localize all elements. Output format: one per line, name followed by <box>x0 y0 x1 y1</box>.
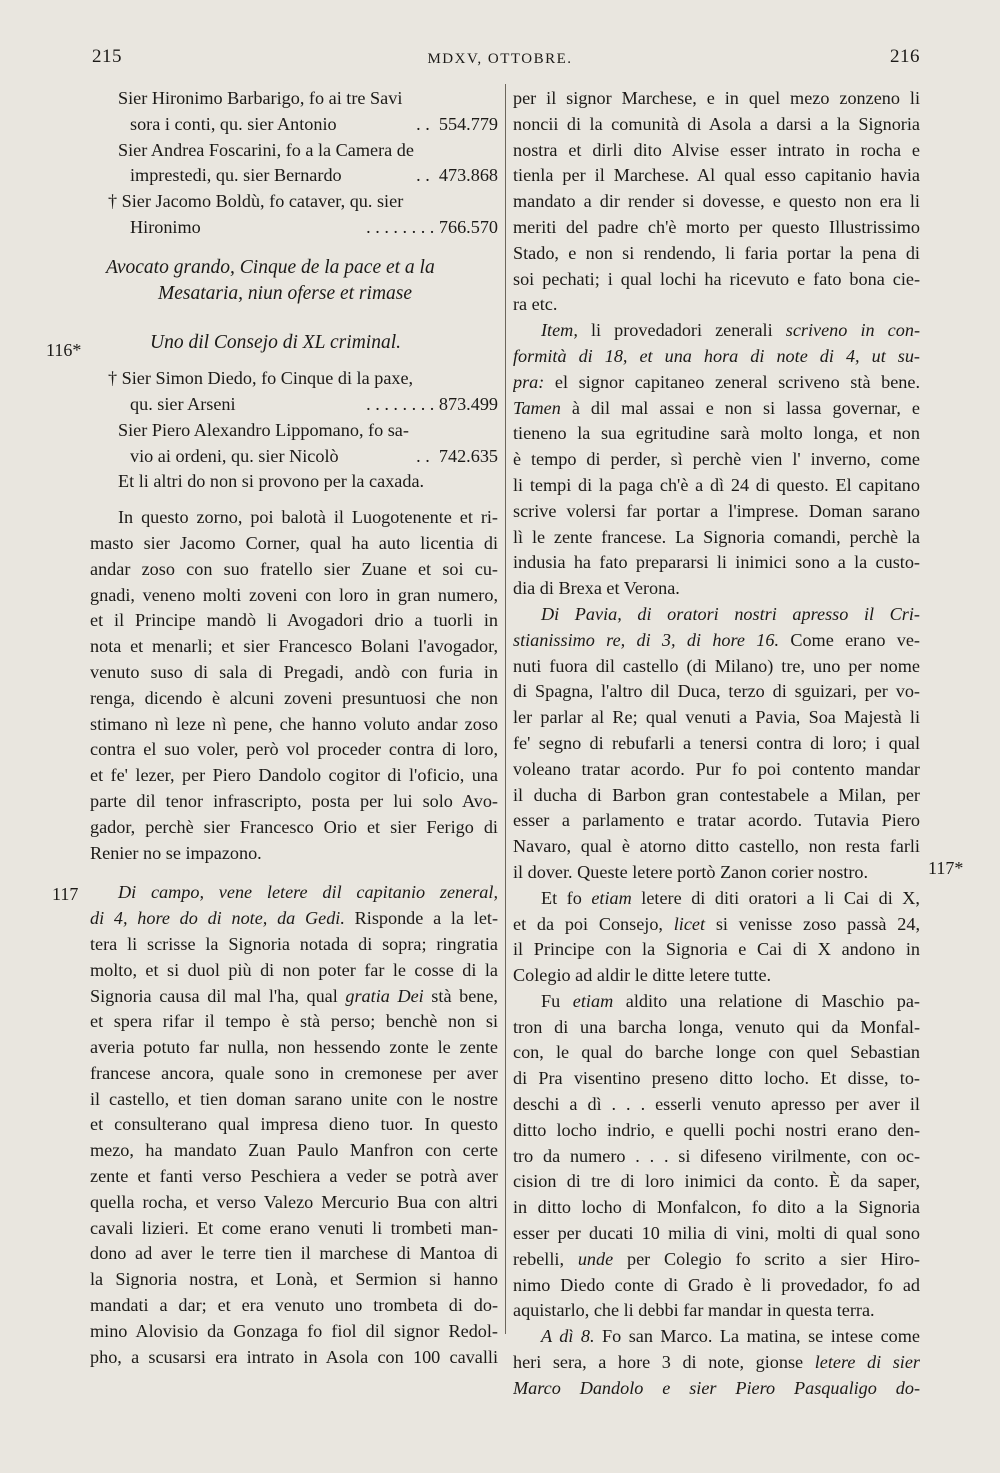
text-line: di Pra visentino preseno ditto locho. Et disse, to- <box>513 1068 920 1089</box>
text-line: formità di 18, et una hora di note di 4, ut su- <box>513 345 920 366</box>
italic-run: A dì 8. <box>541 1326 595 1347</box>
entry-value-wrap <box>416 444 498 470</box>
italic-run: etiam <box>572 990 614 1011</box>
text-line: voleano tratar acordo. Pur fo poi contento mandar <box>513 758 920 779</box>
text-line: dono ad aver le terre tien il marchese di Mantoa di <box>90 1243 498 1264</box>
text-line: Stado, e non si rendendo, li faria portar la pena di <box>513 242 920 263</box>
text-line: il ducha di Barbon gran contestabele a Milan, per <box>513 784 920 805</box>
text-line: Di campo, vene letere dil capitanio zeneral, <box>118 882 498 903</box>
vote-count: 873.499 <box>438 393 498 414</box>
text-line: ra etc. <box>513 294 558 315</box>
text-line: contra el suo voler, però vol proceder contra di loro, <box>90 739 498 760</box>
text-line: Navaro, qual è atorno ditto castello, non resta farli <box>513 836 920 857</box>
leader-dots: . . <box>416 165 430 186</box>
spacer <box>90 356 498 366</box>
text-line: mino Alovisio da Gonzaga fo fiol dil signor Redol- <box>90 1320 498 1341</box>
italic-run: Tamen <box>513 397 561 418</box>
text-line: zente et fanti verso Peschiera a veder se potrà aver <box>90 1166 498 1187</box>
vote-count: 766.570 <box>438 216 498 237</box>
italic-run: di 4, hore do di note, da Gedi. <box>90 908 345 929</box>
text-line: andar zoso con suo fratello sier Zuane et soi cu- <box>90 558 498 579</box>
paragraph-cai <box>513 886 920 989</box>
text-line: parte dil tenor infrascripto, posta per lui solo Avo- <box>90 790 498 811</box>
vote-count: 554.779 <box>438 113 498 134</box>
text-line <box>513 989 920 1015</box>
text-run: Come erano ve- <box>779 629 920 650</box>
list-entry-line <box>90 112 498 138</box>
text-line: cavali lizieri. Et come erano venuti li trombeti man- <box>90 1217 498 1238</box>
text-line <box>90 984 498 1010</box>
section-title: Avocato grando, Cinque de la pace et a la <box>106 256 435 278</box>
italic-run: etiam <box>591 887 632 908</box>
text-line: tienla per il Marchese. Al qual esso capitanio havia <box>513 165 920 186</box>
list-entry-line: † Sier Simon Diedo, fo Cinque di la paxe, <box>108 368 414 389</box>
paragraph-balota <box>90 505 498 866</box>
page-number-left: 215 <box>92 46 122 67</box>
text-line: mandati a dar; et era venuto uno trombeta di do- <box>90 1295 498 1316</box>
text-run: rebelli, <box>513 1248 578 1269</box>
paragraph-item <box>513 318 920 602</box>
text-line: stimano nì leze nì pene, che hanno voluto andar zoso <box>90 713 498 734</box>
text-line: averia potuto far nulla, non hessendo zonte le zente <box>90 1037 498 1058</box>
italic-run: gratia Dei <box>345 985 424 1006</box>
section-title: Uno dil Consejo di XL criminal. <box>150 332 401 354</box>
text-line: fe' segno di rebufarli a tenersi contra di loro; i qual <box>513 732 920 753</box>
text-line: ditto locho indrio, e quelli pochi nostri erano den- <box>513 1119 920 1140</box>
paragraph-campo <box>90 880 498 1370</box>
text-line: è tempo di perder, sì perchè vien l' inverno, come <box>513 449 920 470</box>
text-line: in ditto locho di Monfalcon, fo dito a la Signoria <box>513 1197 920 1218</box>
text-run: stà bene, <box>423 985 498 1006</box>
text-run: per Colegio fo scrito a sier Hiro- <box>613 1248 920 1269</box>
text-line: renga, dicendo è alcuni zoveni presuntuosi che non <box>90 687 498 708</box>
text-line <box>513 886 920 912</box>
margin-note-116: 116* <box>46 340 82 360</box>
text-line: di Spagna, l'altro dil Duca, terzo di sguizari, per vo- <box>513 681 920 702</box>
leader-dots: . . <box>416 113 430 134</box>
text-line: tro da numero . . . si difeseno virilmente, con oc- <box>513 1145 920 1166</box>
text-line: Colegio ad aldir le ditte letere tutte. <box>513 965 772 986</box>
text-run: el signor capitaneo zeneral scriveno stà bene. <box>544 371 920 392</box>
list-entry-line: Sier Hironimo Barbarigo, fo ai tre Savi <box>118 88 403 108</box>
list-entry-line <box>90 163 498 189</box>
text-line: soi pechati; i qual lochi ha ricevuto e fato bona cie- <box>513 268 920 289</box>
text-line: et spera rifar il tempo è stà perso; benchè non si <box>90 1011 498 1032</box>
paragraph-pavia <box>513 602 920 886</box>
italic-run: stianissimo re, di 3, di hore 16. <box>513 629 780 650</box>
entry-value-wrap <box>416 112 498 138</box>
text-line: con, le qual do barche longe con quel Sebastian <box>513 1042 920 1063</box>
margin-note-117b: 117* <box>928 858 964 878</box>
entry-text: sora i conti, qu. sier Antonio <box>130 113 337 134</box>
text-run: heri sera, a hore 3 di note, gionse <box>513 1352 815 1373</box>
list-entry-line: Et li altri do non si provono per la caxada. <box>118 471 425 492</box>
entry-value-wrap <box>366 392 498 418</box>
text-line: esser a parlamento e tratar acordo. Tutavia Piero <box>513 810 920 831</box>
text-line: gador, perchè sier Francesco Orio et sier Ferigo di <box>90 816 498 837</box>
entry-text: vio ai ordeni, qu. sier Nicolò <box>130 445 339 466</box>
text-line: pho, a scusarsi era intrato in Asola con 100 cavalli <box>90 1346 498 1367</box>
italic-run: scriveno in con- <box>785 320 920 341</box>
text-line: noncii di la comunità di Asola a darsi a la Signoria <box>513 113 920 134</box>
text-line: cision di tre di loro inimici da conto. È da saper, <box>513 1171 920 1192</box>
text-line <box>513 396 920 422</box>
text-line <box>513 318 920 344</box>
text-line: nota et menarli; et sier Francesco Bolani l'avogador, <box>90 636 498 657</box>
paragraph-marchese <box>513 86 920 318</box>
leader-dots: . . <box>416 445 430 466</box>
text-line: indusia ha fato prepararsi li inimici sono a la custo- <box>513 552 920 573</box>
text-line: nostra et dirli dito Alvise esser intrato in rocha e <box>513 139 920 160</box>
text-line: venuto suso di sala di Pregadi, andò con furia in <box>90 661 498 682</box>
list-entry-line: Sier Piero Alexandro Lippomano, fo sa- <box>118 419 409 440</box>
text-line: mezo, ha mandato Zuan Paulo Manfron con certe <box>90 1140 498 1161</box>
text-line: dia di Brexa et Verona. <box>513 578 680 599</box>
text-line <box>513 912 920 938</box>
italic-run: unde <box>577 1248 614 1269</box>
text-line: et fe' lezer, per Piero Dandolo cogitor di l'oficio, una <box>90 765 498 786</box>
text-line: tieneno la sua egritudine sarà molto longa, et non <box>513 423 920 444</box>
running-header: MDXV, OTTOBRE. <box>427 51 573 67</box>
spacer <box>90 495 498 505</box>
entry-text: Hironimo <box>130 216 201 237</box>
column-divider <box>505 84 506 1334</box>
spacer <box>90 866 498 880</box>
italic-run: Item, <box>541 320 578 341</box>
section-title: Mesataria, niun oferse et rimase <box>158 282 413 304</box>
text-line: mandato a dir render si dovesse, e questo non era li <box>513 191 920 212</box>
entry-text: imprestedi, qu. sier Bernardo <box>130 165 342 186</box>
text-run: et da poi Consejo, <box>513 913 674 934</box>
text-line: Marco Dandolo e sier Piero Pasqualigo do- <box>513 1377 920 1398</box>
text-line <box>90 906 498 932</box>
text-run: Fo san Marco. La matina, se intese come <box>594 1326 920 1347</box>
text-line <box>513 1350 920 1376</box>
text-line: li tempi di la paga ch'è a dì 24 di questo. El capitano <box>513 474 920 495</box>
spacer <box>90 306 498 320</box>
text-run: à dil mal assai e non si lassa governar, e <box>560 397 920 418</box>
leader-dots: . . . . . . . . <box>366 393 435 414</box>
text-line <box>513 370 920 396</box>
text-line: la Signoria nostra, et Lonà, et Sermion si hanno <box>90 1269 498 1290</box>
italic-run: letere di sier <box>814 1352 920 1373</box>
text-line: lì le zente francese. La Signoria comandi, perchè la <box>513 526 920 547</box>
left-column <box>90 86 498 1370</box>
text-line: scrive volersi far portar a l'imprese. Doman sarano <box>513 500 920 521</box>
list-entry-line: † Sier Jacomo Boldù, fo cataver, qu. sier <box>108 191 404 212</box>
text-line: et consulterano qual impresa dieno tuor. In questo <box>90 1114 498 1135</box>
text-line: nimo Diedo conte di Grado è li provedador, fo ad <box>513 1274 920 1295</box>
text-run: Fu <box>541 990 573 1011</box>
list-entry-line <box>90 392 498 418</box>
text-line: Di Pavia, di oratori nostri apresso il Cri- <box>541 603 920 624</box>
text-line: aquistarlo, che li debbi far mandar in questa terra. <box>513 1300 875 1321</box>
text-line: Renier no se impazono. <box>90 842 262 863</box>
text-line <box>513 1247 920 1273</box>
paragraph-maschio <box>513 989 920 1324</box>
text-line <box>513 628 920 654</box>
text-line: il castello, et tien doman sarano unite con le nostre <box>90 1088 498 1109</box>
spacer <box>90 241 498 255</box>
text-run: aldito una relatione di Maschio pa- <box>613 990 920 1011</box>
text-run: Signoria causa dil mal l'ha, qual <box>90 985 346 1006</box>
vote-count: 742.635 <box>438 445 498 466</box>
paragraph-san-marco <box>513 1324 920 1401</box>
entry-value-wrap <box>416 163 498 189</box>
text-line: meriti del padre ch'è morto per questo Illustrissimo <box>513 216 920 237</box>
text-line: il Principe con la Signoria e Cai di X andono in <box>513 939 920 960</box>
text-run: si venisse zoso passà 24, <box>705 913 920 934</box>
list-entry-line: Sier Andrea Foscarini, fo a la Camera de <box>118 139 414 160</box>
text-line: molto, et si duol più di non poter far le cosse di la <box>90 959 498 980</box>
text-line: ler parlar al Re; qual venuti a Pavia, Soa Majestà li <box>513 707 920 728</box>
list-entry-line <box>90 215 498 241</box>
text-line: In questo zorno, poi balotà il Luogotenente et ri- <box>118 507 498 528</box>
text-line: tera li scrisse la Signoria notada di sopra; ringratia <box>90 933 498 954</box>
text-line: francese ancora, quale sono in cremonese per aver <box>90 1062 498 1083</box>
text-run: Risponde a la let- <box>344 908 498 929</box>
page-number-right: 216 <box>890 46 920 67</box>
text-run: Et fo <box>541 887 592 908</box>
text-line: et il Principe mandò li Avogadori drio a tuorli in <box>90 610 498 631</box>
vote-count: 473.868 <box>438 165 498 186</box>
entry-value-wrap <box>366 215 498 241</box>
text-run: letere di diti oratori a li Cai di X, <box>631 887 920 908</box>
text-line: gnadi, veneno molti zoveni con loro in gran numero, <box>90 584 498 605</box>
text-line: per il signor Marchese, e in quel mezo zonzeno li <box>513 88 920 108</box>
spacer <box>90 320 498 330</box>
italic-run: pra: <box>513 371 545 392</box>
right-column <box>513 86 920 1402</box>
text-line: esser per ducati 10 milia di vini, molti di qual sono <box>513 1223 920 1244</box>
text-line <box>513 1324 920 1350</box>
text-line: nuti fuora dil castello (di Milano) tre, uno per nome <box>513 655 920 676</box>
leader-dots: . . . . . . . . <box>366 216 435 237</box>
text-line: il dover. Queste letere portò Zanon corier nostro. <box>513 861 869 882</box>
margin-note-117: 117 <box>52 884 79 904</box>
list-entry-line <box>90 444 498 470</box>
text-line: deschi a dì . . . esserli venuto apresso per aver il <box>513 1094 920 1115</box>
text-line: masto sier Jacomo Corner, qual ha auto licentia di <box>90 532 498 553</box>
text-run: li provedadori zenerali <box>577 320 786 341</box>
text-line: quella rocha, et verso Valezo Mercurio Bua con altri <box>90 1191 498 1212</box>
entry-text: qu. sier Arseni <box>130 393 236 414</box>
italic-run: licet <box>673 913 706 934</box>
text-line: tron di una barcha longa, venuto qui da Monfal- <box>513 1016 920 1037</box>
